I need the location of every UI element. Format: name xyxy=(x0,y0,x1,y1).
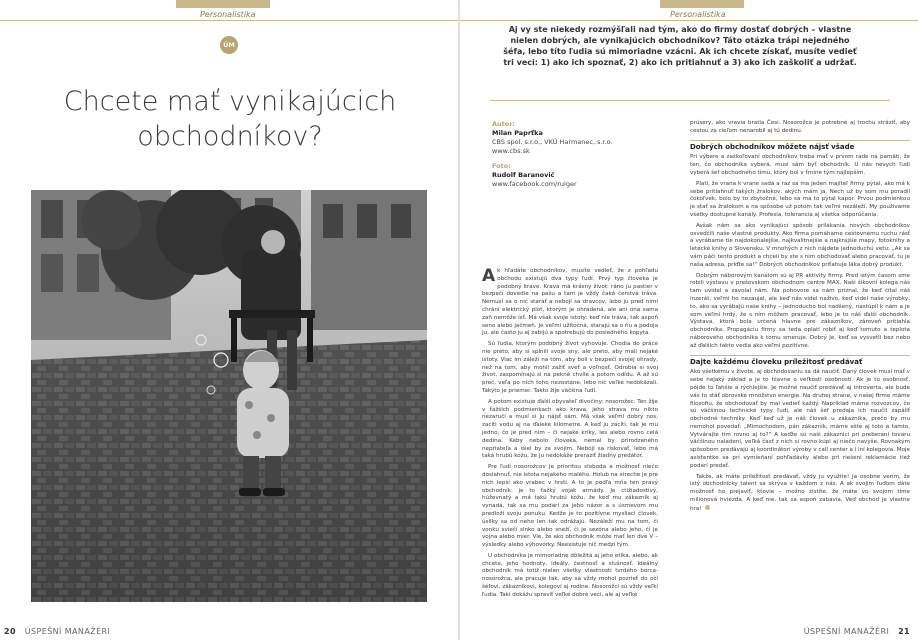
author-label: Autor: xyxy=(492,120,516,128)
paragraph: Takže, ak máte príležitosť predávať, vždy ju využite! Ja osobne verím, že istý obchodnícky talent sa skrýva v každom z nás. A ak svojim ľuďom dáte možnosť ho prejaviť, ktovie – možno zistíte, že máte vo svojom tíme miliónová hviezda. A keď nie, tak sa aspoň zabavia. Veď obchod je vlastne hra! xyxy=(690,473,910,512)
article-intro: Aj vy ste niekedy rozmýšľali nad tým, ako do firmy dostať dobrých – vlastne nielen dobrých, ale vynikajúcich obchodníkov? Táto otázka trápi nejedného šéfa, lebo títo ľudia sú mimoriadne vzácni. Ak ich chcete získať, musíte vedieť tri veci: 1) ako ich spoznať, 2) ako ich pritiahnuť a 3) ako ich zaškoliť a udržať. xyxy=(503,25,857,67)
header-rule-right xyxy=(460,20,918,21)
paragraph: Ako všetkému v živote, aj obchodovaniu sa dá naučiť. Daný človek musí mať v sebe nejaký základ a je to hlavne o veľkosti osobnosti. Ak je to osobnosť, pôjde to ľahšie a rýchlejšie. Je možné naučiť predávať aj introverta, ale bude vás to stáť obrovské množstvo energie. Na druhej strane, v našej firme máme filozofiu, že obchodovať by mal vedieť každý. Napríklad máme rozvozcov, čo sú väčšinou technické typy ľudí, ale náš šéf predaja ich naučil zapáliť obchodné techniky. Keď keď už je náš človek u zákazníka, prečo by mu nemohol povedať: „Mimochodom, pán zákazník, máme ešte aj toto a tamto. Vytvárajte tím rovno aj to?“ A keďže sú naši zákazníci pri preberaní tovaru väčšinou naladení, veľká časť z nich si rovno kúpi aj niečo navyše. Rovnakým spôsobom predávajú aj koordinátori výroby v call center a i iní kolegovia. Moje asistentke sa pri vymieňaní pohľadávky alebo pri riešení reklamácie tiež podarí predať. xyxy=(690,369,910,469)
end-mark-icon xyxy=(705,505,710,510)
right-page-number: 21 xyxy=(898,627,910,636)
paragraph: prúsery, ako vravia bratia Česi. Nosorožca je potrebné aj trochu stráziť, aby cestou za cieľom nenarobil aj tú dedinu. xyxy=(690,120,910,134)
paragraph: Avšak nám sa ako vynikajúci spôsob prilákania nových obchodníkov osvedčili naše vlastné produkty. Ako firma pomáhame cestovnému ruchu rásť a vyrábame tie najdokonalejšie, najkvalitnejšie a najkrajšie mapy, fotoknihy a letecké knihy o Slovensku. V mnohých z nich nájdete jednoduchú vetu: „Ak sa vám páči tento produkt a chceli by ste s nim obchodovať alebo pracovať, tu je naša adresa, príďte sa!“ Dobrých obchodníkov priťahuje láka dobrý produkt. xyxy=(690,222,910,268)
article-title xyxy=(60,84,400,154)
left-magazine-name: ÚSPEŠNÍ MANAŽÉRI xyxy=(24,627,111,636)
article-photo xyxy=(31,190,427,602)
magazine-logo-icon: ÚM xyxy=(220,36,238,54)
paragraph: Platí, že vrana k vrane sadá a raz sa ma jeden majiteľ firmy pýtal, ako má k sebe pritiahnuť takých žralokov, akých mám ja. Nech už by som mu poradil čokoľvek, bolo by to zbytočné, lebo sa ma to pýtal kapor. Prvou podmienkou je stať sa žralokom a na spôsobe už potom tak veľmi nezáleží. My používame všetky dostupné kanály. Profesia, tolerancia aj všetka odporúčania. xyxy=(690,180,910,218)
photo-label: Foto: xyxy=(492,162,511,170)
article-column-2 xyxy=(690,120,910,517)
author-company: CBS spol. s.r.o., VKÚ Harmanec, s.r.o. xyxy=(492,138,613,146)
author-name: Milan Paprťka xyxy=(492,129,543,137)
paragraph: Dobrým náborovým kanálom sú aj PR aktivity firmy. Pred istým časom sme robili výstavu v prešovskom obchodnom centre MAX. Naši šikovní kolega nás tam uvidel a zavolal nám. Na pohovore sa nám priznal, že keď čítal náš inzerát, veľmi ho nezaujal, ale keď nás videl naživo, keď videl naše výrobky, to, ako sa vyrábajú naše knihy – jednoducho bol nadšený, nastúpil k nám a je som veľmi hrdý, že s ním môžem pracovať, lebo je to náš ďalší obchodník. Výstava, ktorá bola určená hlavne pre zákazníkov, zároveň pritiahla obchodníka. Propagáciu firmy sa teda oplatí robiť aj keď tomuto a teplota náborového obchodníka k tomu smeruje. Dobrý je, keď sa vysvetlí bez nebo až ďalších takto vedia ako veľmi pozitívne. xyxy=(690,272,910,349)
section-tab-bar xyxy=(176,0,270,8)
right-footer xyxy=(804,627,910,636)
intro-rule xyxy=(490,100,890,101)
author-web-link[interactable]: www.cbs.sk xyxy=(492,147,530,155)
paragraph: Ak hľadáte obchodníkov, musíte vedieť, že z pohľadu obchodu existujú dva typy ľudí. Prvý typ človeka je podobný krave. Krava má krásny život: ráno ju pastier v bezpečí dovedie na pašu a tam je vždy čaká čerstvá tráva. Nemusí sa o nič starať a nebojí sa dravcov, lebo ju pred nimi chráni elektrický plot, ktorým je ohradená, ale ani ona sama zaň nemôže ísť. Má však svoje istoty: keď nie tráva, tak aspoň seno alebo jačmeň. Je veľmi užitočná, starajú sa o ňu a podoja ju, ale často ju aj zabijú a spotrebujú do posledného kopyta. xyxy=(482,266,658,337)
right-magazine-name: ÚSPEŠNÍ MANAŽÉRI xyxy=(803,627,890,636)
paragraph: Pre ľudí nosorožcov je prioritou sloboda a možnosť niečo dosiahnuť, nie istota nejakého malého. Holub na streche je pre nich lepší ako vrabec v hrsti. A to je podľa mňa ten pravý obchodník: je to ťažký vojak armády. Je ctižiadostivý, húževnatý a má takú hrubú kožu, že keď mu zákazník aj vynadá, tak sa mu podarí za jeho názor a s úsmevom mu predloží svoju ponuku. Kedže je to pozitívne mysliaci človek, úsilky sa od neho len tak odrážajú. Nezáleží mu na tom, či vonku sviečí slnko alebo sneží, či je sezóna alebo jeho, či je vojna alebo mier. Vie, že ako obchodník môže mať len dve V – výsledky alebo výhovorky. Neexistuje nič medzi tým. xyxy=(482,464,658,549)
paragraph: Pri výbere a zaškoľovaní obchodníkov treba mať v prvom rade na pamäti, že ten, čo obchodníka vyberá, musí sám byť obchodník. U nás nevych ľudí vyberá šéf obchodného tímu, ktorý bol v ťrnine tým najlepším. xyxy=(690,154,910,176)
article-title-line1: Chcete mať vynikajúcich xyxy=(63,86,397,117)
paragraph: U obchodníka je mimoriadne dôležitá aj jeho etika, alebo, ak chcete, jeho hodnoty, ideály, čestnosť a slušnosť. Ideálny obchodník má totiž nielen všetky vlastnosti tvrdého borca-nosorožca, ale pracuje tak, aby sa vždy mohol pozrieť do očí šéfovi, zákazníkovi, kolegovi aj rodine. Nosorožci sú vždy veľkí ľudia. Takí dokážu spraviť veľké dobré veci, ale aj veľké xyxy=(482,552,658,598)
article-column-1 xyxy=(482,268,658,603)
drop-cap: A xyxy=(482,266,496,286)
subheading-find-everywhere: Dobrých obchodníkov môžete nájsť všade xyxy=(690,140,910,152)
section-label-left: Personalistika xyxy=(200,10,256,19)
photo-web-link[interactable]: www.facebook.com/ruiger xyxy=(492,180,577,188)
photo-author-name: Rudolf Baranovič xyxy=(492,171,555,179)
section-label-right: Personalistika xyxy=(670,10,726,19)
subheading-give-chance: Dajte každému človeku príležitosť predávať xyxy=(690,355,910,367)
paragraph: A potom existuje ďalší obyvateľ divočiny: nosorožec. Ten žije v ťažších podmienkach ako krava, jeho strava mu nikto nezaručí a musí si ju nájsť sám. Má však veľmi dobrý nos, zacíti vodu aj na ďaleké kilometre. A keď ju zacíti, tak je mu jedno, čo je pred ním – či nejaké kríky, les alebo rovno celá dedina. Keby nebolo človeka, nemal by prirodzeného nepriateľa a išiel by za svojim. Nebojí sa riskovať, lebo má taká hrubú kožu, že ju nedokáže preraziť žiadny predátor. xyxy=(482,398,658,460)
left-page-number: 20 xyxy=(4,627,16,636)
article-title-line2: obchodníkov? xyxy=(137,121,323,152)
header-rule xyxy=(0,20,458,21)
credits-box xyxy=(492,114,628,189)
section-tab-bar-right xyxy=(660,0,744,8)
paragraph: Sú ľudia, ktorým podobný život vyhovuje. Chodia do práce nie preto, aby si splnili svoje sny, ale preto, aby mali nejaké istoty. Viac im záleží na tom, aby boli v bezpečí svojej ohrady, než na tom, aby mohli zažiť sveť a voľnosť. Odrobia si svoj život, zaspomínajú si na pekné chvíle a potom odídu. A až sú preč, veľa po nich toho nezostane, lebo nič veľké nedokázali. Takýto je priemer. Takto žije väčšina ľudí. xyxy=(482,341,658,394)
left-footer xyxy=(4,627,110,636)
left-page xyxy=(0,0,458,640)
